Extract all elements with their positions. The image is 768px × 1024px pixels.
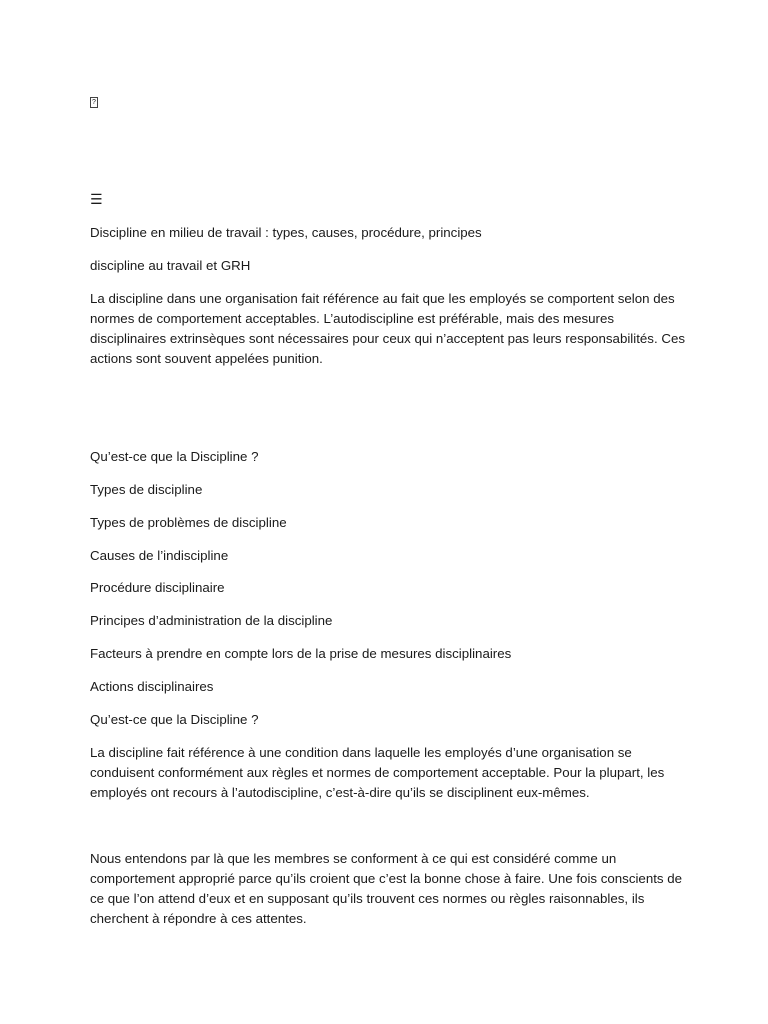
missing-glyph-icon — [90, 94, 690, 114]
toc-item[interactable]: Causes de l’indiscipline — [90, 548, 229, 563]
toc-item[interactable]: Types de discipline — [90, 482, 203, 497]
section-paragraph: Nous entendons par là que les membres se conforment à ce qui est considéré comme un comportement approprié parce qu’ils croient que c’est la bonne chose à faire. Une fois conscients de ce que l’on attend d’eux et en supposant qu’ils trouvent ces normes ou règles raisonnables, ils cherchent à répondre à ces attentes. — [90, 851, 683, 926]
toc-item[interactable]: Types de problèmes de discipline — [90, 515, 287, 530]
document-title: Discipline en milieu de travail : types, causes, procédure, principes — [90, 225, 482, 240]
toc-item[interactable]: Procédure disciplinaire — [90, 580, 225, 595]
menu-icon[interactable]: ☰ — [90, 192, 103, 208]
toc-item[interactable]: Actions disciplinaires — [90, 679, 214, 694]
placeholder-glyph: ? — [90, 97, 98, 108]
toc-item[interactable]: Qu’est-ce que la Discipline ? — [90, 449, 259, 464]
intro-paragraph: La discipline dans une organisation fait référence au fait que les employés se comportent selon des normes de comportement acceptables. L’autodiscipline est préférable, mais des mesures disciplinaires extrinsèques sont nécessaires pour ceux qui n’acceptent pas leurs responsabilités. Ces actions sont souvent appelées punition. — [90, 291, 685, 366]
section-paragraph: La discipline fait référence à une condition dans laquelle les employés d’une organisation se conduisent conformément aux règles et normes de comportement acceptable. Pour la plupart, les employés ont recours à l’autodiscipline, c’est-à-dire qu’ils se disciplinent eux-mêmes. — [90, 745, 665, 800]
document-subtitle: discipline au travail et GRH — [90, 258, 251, 273]
toc-item[interactable]: Principes d’administration de la discipline — [90, 613, 333, 628]
toc-item[interactable]: Facteurs à prendre en compte lors de la prise de mesures disciplinaires — [90, 646, 512, 661]
section-heading: Qu’est-ce que la Discipline ? — [90, 712, 259, 727]
